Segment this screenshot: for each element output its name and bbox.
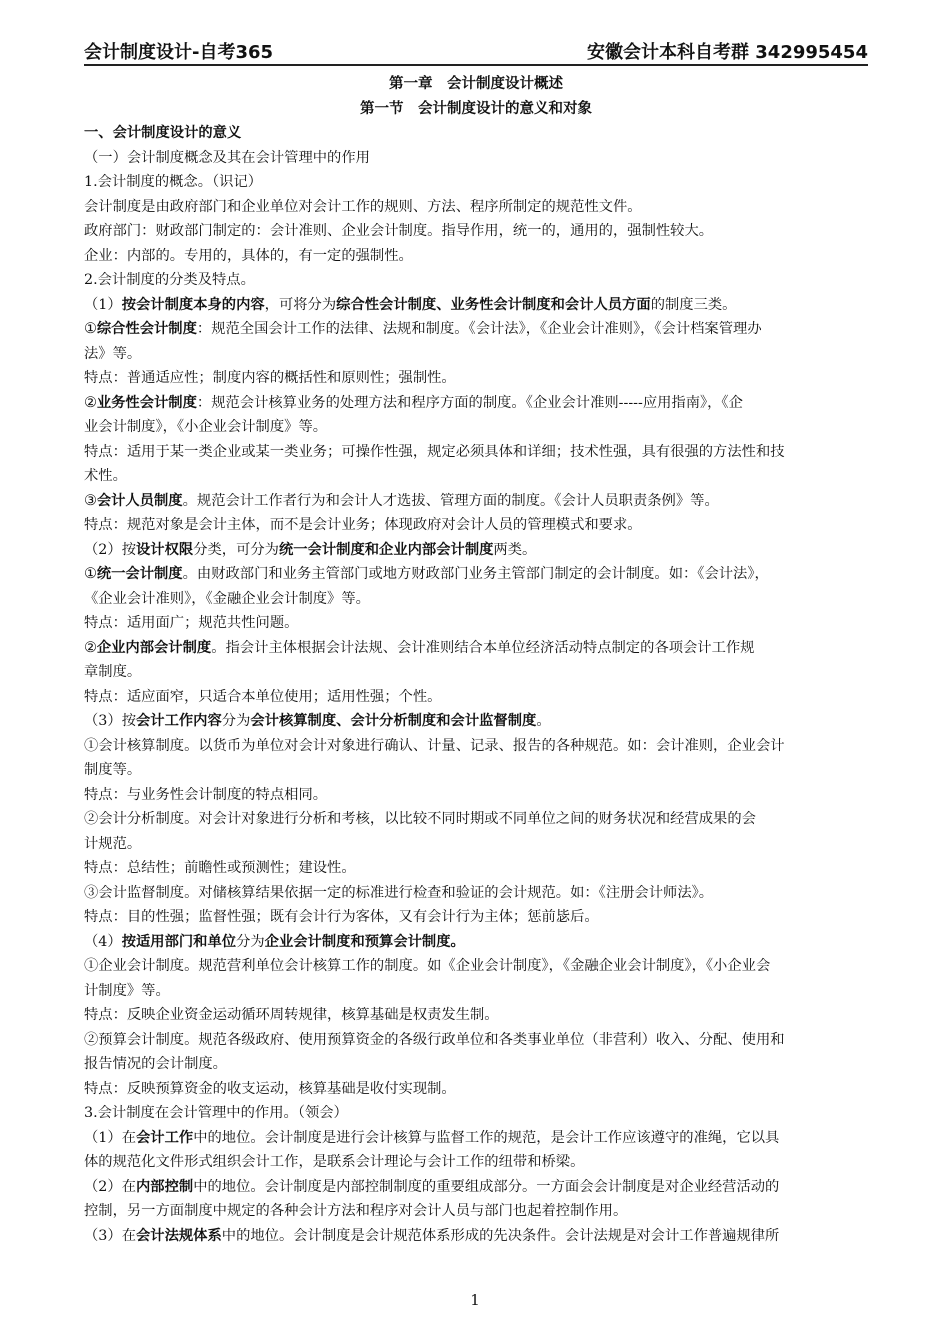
text-run: 特点：目的性强；监督性强；既有会计行为客体，又有会计行为主体；惩前毖后。 [84,909,599,925]
text-line [84,219,868,244]
text-line [84,1224,868,1249]
bold-text: 统一会计制度和企业内部会计制度 [278,541,494,558]
text-run: （3）按 [84,713,136,729]
text-line [84,930,868,955]
header-right-title: 安徽会计本科自考群 342995454 [587,42,868,63]
text-run: 特点：适用面广；规范共性问题。 [84,615,299,631]
text-run: 制度等。 [84,762,142,778]
bold-text: 企业会计制度和预算会计制度。 [264,933,465,950]
text-run: ③会计监督制度。对储核算结果依据一定的标准进行检查和验证的会计规范。如：《注册会计师法》。 [84,884,714,901]
page-header [84,36,868,66]
text-line [84,587,868,612]
text-line [84,1052,868,1077]
text-run: ② [84,639,97,656]
text-run: 3.会计制度在会计管理中的作用。（领会） [84,1105,348,1121]
text-line [84,881,868,906]
bold-text: 设计权限 [136,541,194,558]
text-run: 法》等。 [84,345,142,362]
text-run: （4） [84,933,122,950]
text-run: 分类，可分为 [193,541,279,558]
text-run: 2.会计制度的分类及特点。 [84,272,255,288]
text-run: （2）在 [84,1178,136,1195]
text-line [84,489,868,514]
text-line [84,1126,868,1151]
text-line [84,146,868,171]
text-run: 政府部门：财政部门制定的：会计准则、企业会计制度。指导作用，统一的，通用的，强制性较大。 [84,223,714,239]
paragraph-lines [84,121,868,1248]
header-left-title: 会计制度设计-自考365 [84,42,274,63]
text-line [84,905,868,930]
bold-text: 会计工作内容 [136,713,222,729]
text-run: 控制，另一方面制度中规定的各种会计方法和程序对会计人员与部门也起着控制作用。 [84,1203,628,1219]
text-run: 特点：规范对象是会计主体，而不是会计业务；体现政府对会计人员的管理模式和要求。 [84,517,642,533]
text-line [84,685,868,710]
bold-text: 会计人员制度 [96,492,183,509]
text-run: （3）在 [84,1227,136,1244]
text-run: （2）按 [84,541,136,558]
text-line [84,734,868,759]
text-run: 特点：总结性；前瞻性或预测性；建设性。 [84,860,356,876]
bold-text: 按会计制度本身的内容 [121,296,265,313]
text-line [84,954,868,979]
text-line [84,1199,868,1224]
text-line [84,366,868,391]
text-line [84,121,868,146]
text-line [84,856,868,881]
text-line [84,342,868,367]
section-title: 第一节 会计制度设计的意义和对象 [360,100,592,117]
text-run: 特点：与业务性会计制度的特点相同。 [84,786,328,803]
text-line [84,1028,868,1053]
text-line [84,807,868,832]
bold-text: 会计工作 [136,1129,194,1146]
text-line [84,1003,868,1028]
text-run: ① [84,321,97,337]
text-run: 章制度。 [84,664,142,680]
bold-text: 企业内部会计制度 [96,639,212,656]
text-line [84,513,868,538]
text-line [84,1150,868,1175]
text-line [84,538,868,563]
text-run: 中的地位。会计制度是会计规范体系形成的先决条件。会计法规是对会计工作普遍规律所 [221,1227,780,1244]
bold-text: 会计法规体系 [136,1227,222,1244]
text-line [84,979,868,1004]
bold-text: 会计核算制度、会计分析制度和会计监督制度 [250,713,537,729]
text-run: 分为 [221,713,251,729]
text-run: ：规范全国会计工作的法律、法规和制度。《会计法》，《企业会计准则》，《会计档案管理办 [196,321,762,337]
text-line [84,783,868,808]
text-line [84,244,868,269]
text-run: 。指会计主体根据会计法规、会计准则结合本单位经济活动特点制定的各项会计工作规 [211,639,755,656]
chapter-title: 第一章 会计制度设计概述 [389,76,563,92]
text-line [84,1101,868,1126]
text-run: 计规范。 [84,835,142,852]
text-run: ，可将分为 [264,296,337,313]
text-run: ：规范会计核算业务的处理方法和程序方面的制度。《企业会计准则-----应用指南》，《企 [196,394,743,411]
text-run: 报告情况的会计制度。 [84,1056,227,1072]
text-run: 中的地位。会计制度是进行会计核算与监督工作的规范，是会计工作应该遵守的准绳，它以具 [193,1129,780,1146]
text-line [84,562,868,587]
text-run: 分为 [236,933,265,950]
text-run: 特点：普通适应性；制度内容的概括性和原则性；强制性。 [84,370,456,386]
text-line [84,636,868,661]
text-line [84,709,868,734]
text-run: ③ [84,492,97,509]
text-line [84,1175,868,1200]
text-line [84,268,868,293]
text-run: ① [84,566,97,582]
text-run: （1）在 [84,1129,136,1146]
text-run: （1） [84,296,122,313]
bold-text: 一、会计制度设计的意义 [84,125,242,141]
text-run: 体的规范化文件形式组织会计工作，是联系会计理论与会计工作的纽带和桥梁。 [84,1154,585,1170]
bold-text: 综合性会计制度 [96,321,197,337]
text-run: 中的地位。会计制度是内部控制制度的重要组成部分。一方面会会计制度是对企业经营活动的 [193,1178,780,1195]
text-run: ①企业会计制度。规范营利单位会计核算工作的制度。如《企业会计制度》，《金融企业会计制度》，《小企业会 [84,958,771,974]
text-run: 计制度》等。 [84,982,170,999]
bold-text: 内部控制 [136,1178,194,1195]
text-line [84,464,868,489]
text-run: 。由财政部门和业务主管部门或地方财政部门业务主管部门制定的会计制度。如：《会计法》， [182,566,769,582]
text-line [84,440,868,465]
text-line [84,832,868,857]
text-run: 业会计制度》，《小企业会计制度》等。 [84,419,328,435]
text-run: ②预算会计制度。规范各级政府、使用预算资金的各级行政单位和各类事业单位（非营利）收入、分配、使用和 [84,1031,785,1048]
text-run: （一）会计制度概念及其在会计管理中的作用 [84,149,370,166]
text-line [84,1077,868,1102]
text-line [84,391,868,416]
text-run: 特点：反映预算资金的收支运动，核算基础是收付实现制。 [84,1080,456,1097]
bold-text: 综合性会计制度、业务性会计制度和会计人员方面 [336,296,651,313]
text-line [84,195,868,220]
text-run: 特点：适用于某一类企业或某一类业务；可操作性强，规定必须具体和详细；技术性强，具有很强的方法性和技 [84,443,785,460]
text-line [84,415,868,440]
text-line [84,293,868,318]
text-run: 企业：内部的。专用的，具体的，有一定的强制性。 [84,247,413,264]
text-line [84,611,868,636]
text-run: ② [84,394,97,411]
text-run: ①会计核算制度。以货币为单位对会计对象进行确认、计量、记录、报告的各种规范。如：会计准则，企业会计 [84,737,785,754]
text-run: 术性。 [84,468,127,484]
page-number: 1 [470,1291,480,1309]
document-body [84,72,868,1248]
bold-text: 业务性会计制度 [96,394,197,411]
text-run: 会计制度是由政府部门和企业单位对会计工作的规则、方法、程序所制定的规范性文件。 [84,198,642,215]
text-run: ②会计分析制度。对会计对象进行分析和考核，以比较不同时期或不同单位之间的财务状况和经营成果的会 [84,811,756,827]
text-run: 两类。 [493,541,537,558]
text-line [84,317,868,342]
text-run: 特点：反映企业资金运动循环周转规律，核算基础是权责发生制。 [84,1007,499,1023]
text-line [84,170,868,195]
text-run: 。规范会计工作者行为和会计人才选拔、管理方面的制度。《会计人员职责条例》等。 [182,492,719,509]
text-run: 1.会计制度的概念。（识记） [84,174,263,190]
text-line [84,660,868,685]
text-run: 《企业会计准则》，《金融企业会计制度》等。 [84,590,370,607]
bold-text: 统一会计制度 [96,566,183,582]
text-run: 的制度三类。 [650,296,737,313]
text-line [84,758,868,783]
text-run: 特点：适应面窄，只适合本单位使用；适用性强；个性。 [84,688,442,705]
text-run: 。 [536,713,551,729]
bold-text: 按适用部门和单位 [121,933,237,950]
